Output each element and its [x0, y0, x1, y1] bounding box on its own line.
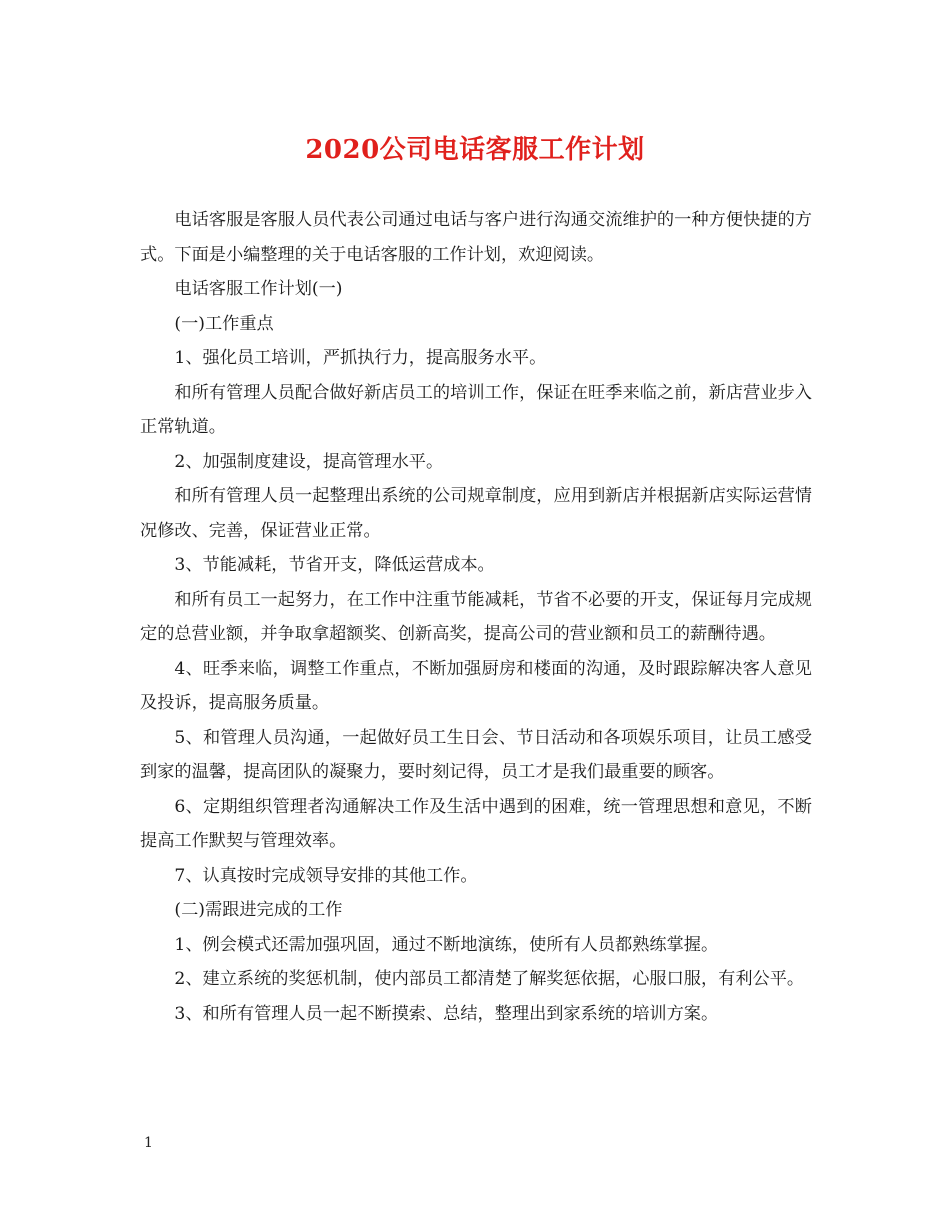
paragraph-item-1: 1、强化员工培训，严抓执行力，提高服务水平。	[174, 348, 547, 368]
paragraph-item-5: 5、和管理人员沟通，一起做好员工生日会、节日活动和各项娱乐项目，让员工感受到家的温馨，提高团队的凝聚力，要时刻记得，员工才是我们最重要的顾客。	[140, 727, 812, 782]
paragraph-item-2: 2、加强制度建设，提高管理水平。	[174, 451, 444, 472]
paragraph-item-3-detail: 和所有员工一起努力，在工作中注重节能减耗，节省不必要的开支，保证每月完成规定的总营业额，并争取拿超额奖、创新高奖，提高公司的营业额和员工的薪酬待遇。	[140, 589, 812, 644]
paragraph-followup-1: 1、例会模式还需加强巩固，通过不断地演练，使所有人员都熟练掌握。	[174, 934, 719, 955]
paragraph-section-1-heading: (一)工作重点	[174, 313, 274, 334]
paragraph-section-2-heading: (二)需跟进完成的工作	[174, 900, 343, 920]
paragraph-followup-3: 3、和所有管理人员一起不断摸索、总结，整理出到家系统的培训方案。	[174, 1003, 719, 1024]
paragraph-item-1-detail: 和所有管理人员配合做好新店员工的培训工作，保证在旺季来临之前，新店营业步入正常轨道。	[140, 382, 812, 437]
page-number: 1	[144, 1135, 153, 1151]
document-body	[140, 203, 812, 1031]
paragraph-intro: 电话客服是客服人员代表公司通过电话与客户进行沟通交流维护的一种方便快捷的方式。下面是小编整理的关于电话客服的工作计划，欢迎阅读。	[140, 210, 812, 265]
document-title: 2020公司电话客服工作计划	[305, 135, 645, 165]
paragraph-item-4: 4、旺季来临，调整工作重点，不断加强厨房和楼面的沟通，及时跟踪解决客人意见及投诉，提高服务质量。	[140, 658, 812, 713]
paragraph-item-6: 6、定期组织管理者沟通解决工作及生活中遇到的困难，统一管理思想和意见，不断提高工作默契与管理效率。	[140, 796, 812, 851]
paragraph-plan-heading: 电话客服工作计划(一)	[174, 279, 343, 299]
paragraph-item-3: 3、节能减耗，节省开支，降低运营成本。	[174, 555, 495, 575]
paragraph-item-7: 7、认真按时完成领导安排的其他工作。	[174, 865, 478, 886]
paragraph-followup-2: 2、建立系统的奖惩机制，使内部员工都清楚了解奖惩依据，心服口服，有利公平。	[174, 969, 805, 989]
paragraph-item-2-detail: 和所有管理人员一起整理出系统的公司规章制度，应用到新店并根据新店实际运营情况修改、完善，保证营业正常。	[140, 486, 812, 541]
